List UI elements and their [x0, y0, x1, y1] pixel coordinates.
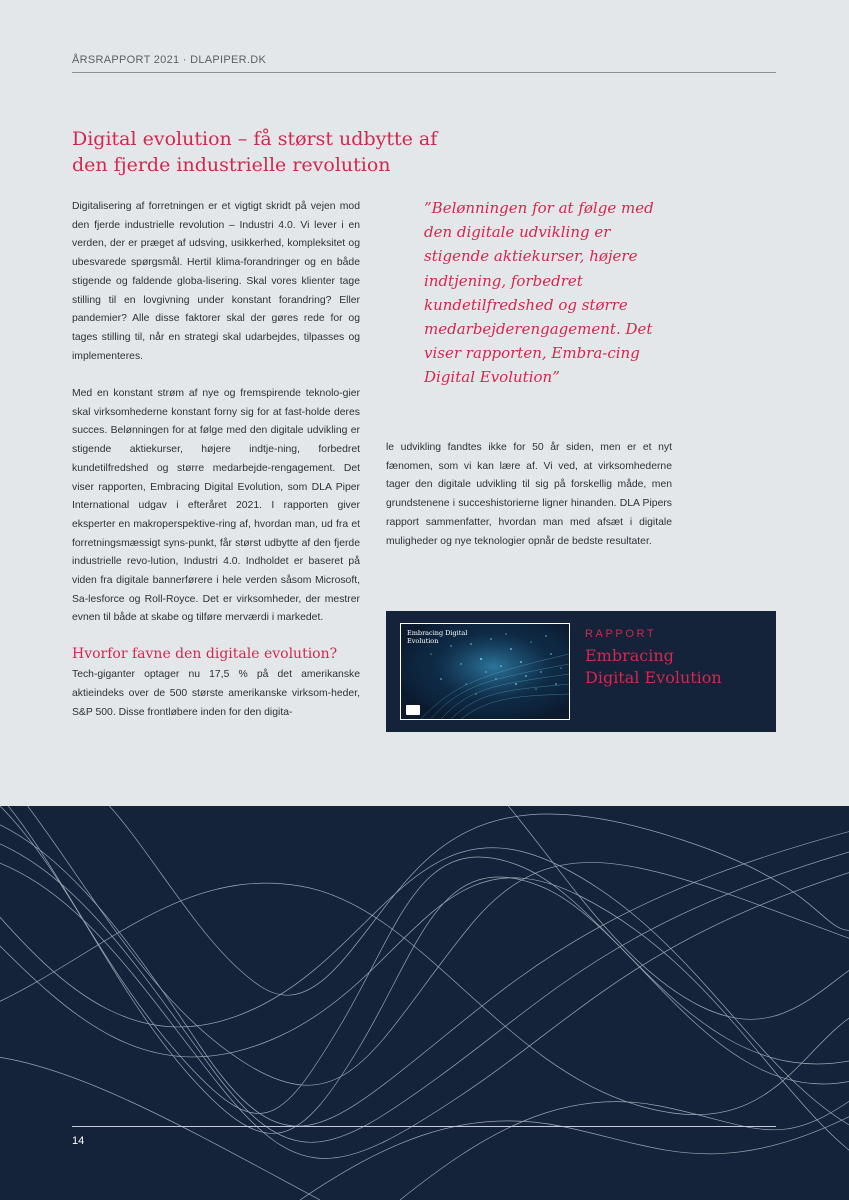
pull-quote: ”Belønningen for at følge med den digitale udvikling er stigende aktiekurser, højere indtjening, forbedret kundetilfredshed og større medarbejderengagement. Det viser rapporten, Embra-cing Digital Evolution” [424, 199, 654, 387]
dla-piper-logo-icon [406, 705, 420, 715]
report-title-line-1: Embracing [585, 646, 674, 665]
paragraph-intro: Digitalisering af forretningen er et vigtigt skridt på vejen mod den fjerde industrielle revolution – Industri 4.0. Vi lever i en verden, der er præget af udsving, usikkerhed, kompleksitet og ubesvarede spørgsmål. Hertil klima-forandringer og en både stigende og faldende globa-lisering. Skal vores klienter tage stilling til en lovgivning under konstant forandring? Eller pandemier? Alle disse faktorer skal der gøres rede for og tages stilling til, når en strategi skal udarbejdes, tilpasses og implementeres. [72, 201, 360, 362]
article-title-line-2: den fjerde industrielle revolution [72, 154, 391, 176]
article-title-line-1: Digital evolution – få størst udbytte af [72, 128, 438, 150]
report-promo-box[interactable] [386, 611, 776, 732]
report-title[interactable] [585, 645, 770, 689]
article-title [72, 126, 492, 178]
report-cover-thumbnail[interactable] [400, 623, 570, 720]
decorative-wave-background [0, 806, 849, 1200]
thumbnail-title: Embracing Digital Evolution [407, 629, 468, 645]
right-column [386, 439, 672, 570]
page-number: 14 [72, 1135, 85, 1147]
report-title-line-2: Digital Evolution [585, 668, 722, 687]
footer-divider [72, 1126, 776, 1127]
section-subheading: Hvorfor favne den digitale evolution? [72, 646, 338, 663]
wave-lines [0, 806, 849, 1200]
left-column [72, 198, 360, 722]
paragraph-tech-giants: Tech-giganter optager nu 17,5 % på det amerikanske aktieindeks over de 500 største amerikanske virksom-heder, S&P 500. Disse frontløbere inden for den digita- [72, 669, 360, 718]
paragraph-continuation: le udvikling fandtes ikke for 50 år siden, men er et nyt fænomen, som vi kan lære af. Vi ved, at virksomhederne tager den digitale udvikling til sig på forskellig måde, men grundstenene i succeshistorierne ligner hinanden. DLA Pipers rapport sammenfatter, hvordan man med afsæt i digitale muligheder og nye teknologier opnår de bedste resultater. [386, 442, 672, 547]
report-label: RAPPORT [585, 628, 657, 640]
paragraph-technology: Med en konstant strøm af nye og fremspirende teknolo-gier skal virksomhederne konstant forny sig for at fast-holde deres succes. Belønningen for at følge med den digitale udvikling er stigende aktiekurser, højere indtje-ning, forbedret kundetilfredshed og større medarbejde-rengagement. Det viser rapporten, Embracing Digital Evolution, som DLA Piper International udgav i efteråret 2021. I rapporten giver eksperter en makroperspektive-ring af, hvordan man, ud fra et forretningsmæssigt syns-punkt, får størst udbytte af den fjerde industrielle revo-lution, Industri 4.0. Indholdet er baseret på viden fra digitale bannerførere i hele verden såsom Microsoft, Sa-lesforce og Roll-Royce. Det er virksomheder, der mestrer evnen til både at skabe og tilføre merværdi i markedet. [72, 388, 360, 624]
running-header: ÅRSRAPPORT 2021 · DLAPIPER.DK [72, 54, 776, 73]
